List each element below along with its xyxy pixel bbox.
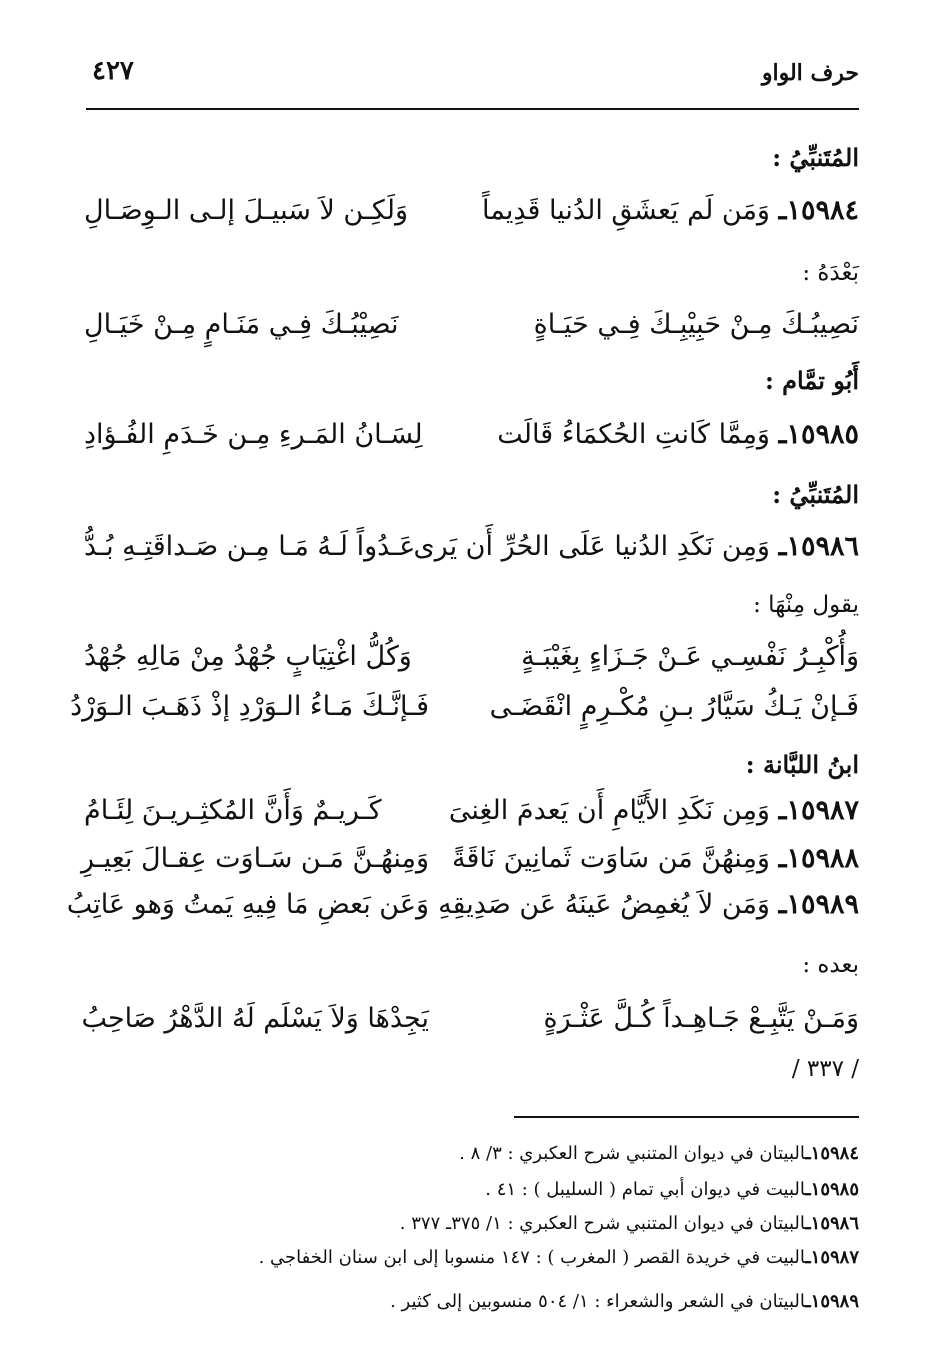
note-line: بعده : (802, 952, 859, 978)
verse-number: ١٥٩٨٤ـ (778, 195, 859, 226)
verse-line (84, 300, 859, 350)
verse-first-hemistich: ١٥٩٨٨ـ وَمِنهُنَّ مَن سَاوَت ثَمانِينَ نَاقَةً (451, 843, 859, 874)
verse-line (84, 522, 859, 572)
source-reference: / ٣٣٧ / (791, 1056, 859, 1082)
verse-line (66, 880, 859, 930)
verse-number: ١٥٩٨٨ـ (778, 843, 859, 874)
poet-heading: المُتَنبِّيُ : (772, 143, 859, 172)
verse-first-hemistich: وَأُكْبِـرُ نَفْسِـي عَـنْ جَـزَاءٍ بِغَيْبَـةٍ (521, 641, 859, 672)
verse-number: ١٥٩٨٧ـ (778, 795, 859, 826)
verse-second-hemistich: عَـدُواً لَـهُ مَـا مِـن صَـداقَتِـهِ بُـدُّ (84, 531, 416, 562)
verse-second-hemistich: لِسَـانُ المَـرءِ مِـن خَـدَمِ الفُـؤادِ (84, 419, 423, 450)
verse-second-hemistich: وَعَن بَعضِ مَا فِيهِ يَمتُ وَهو عَاتِبُ (66, 889, 429, 920)
verse-second-hemistich: نَصِيْبُـكَ فِـي مَنَـامٍ مِـنْ خَيَـالِ (84, 309, 399, 340)
verse-second-hemistich: وَكُلُّ اغْتِيَابٍ جُهْدُ مِنْ مَالِهِ جُهْدُ (84, 641, 412, 672)
verse-first-hemistich: وَمَـنْ يَتَّبِـعْ جَـاهِـداً كُـلَّ عَثْـرَةٍ (543, 1003, 859, 1034)
verse-first-hemistich: فَـإنْ يَـكُ سَيَّارُ بـنِ مُكْـرِمٍ انْقَضَـى (489, 691, 859, 722)
poet-heading: المُتَنبِّيُ : (772, 480, 859, 509)
verse-first-hemistich: ١٥٩٨٩ـ وَمَن لاَ يُغمِضُ عَينَهُ عَن صَدِيقِهِ (438, 889, 859, 920)
verse-first-hemistich: نَصِيبُـكَ مِـنْ حَبِيْبِـكَ فِـي حَيَـاةٍ (533, 309, 859, 340)
verse-line (84, 186, 859, 236)
verse-number: ١٥٩٨٩ـ (778, 889, 859, 920)
page-number: ٤٢٧ (92, 56, 134, 86)
verse-line (84, 786, 859, 836)
verse-first-hemistich: ١٥٩٨٥ـ وَمِمَّا كَانتِ الحُكمَاءُ قَالَت (497, 419, 859, 450)
verse-number: ١٥٩٨٥ـ (778, 419, 859, 450)
note-line: بَعْدَهُ : (802, 260, 859, 286)
verse-second-hemistich: كَـريـمٌ وَأَنَّ المُكثِـريـنَ لِئَـامُ (84, 795, 382, 826)
verse-first-hemistich: ١٥٩٨٧ـ وَمِن نَكَدِ الأَيَّامِ أَن يَعدمَ الغِنىَ (448, 795, 859, 826)
verse-line (70, 682, 859, 732)
poet-heading: ابنُ اللبَّانة : (745, 750, 859, 779)
header-divider (86, 108, 859, 110)
verse-first-hemistich: ١٥٩٨٦ـ وَمِن نَكَدِ الدُنيا عَلَى الحُرِّ أَن يَرى (413, 531, 859, 562)
verse-line (84, 632, 859, 682)
footnote: ١٥٩٨٥ـالبيت في ديوان أبي تمام ( السليبل ) : ٤١ . (485, 1179, 859, 1200)
verse-line (84, 410, 859, 460)
verse-number: ١٥٩٨٦ـ (778, 531, 859, 562)
verse-line (80, 834, 859, 884)
verse-second-hemistich: وَمِنهُـنَّ مَـن سَـاوَت عِقـالَ بَعِيـرِ (80, 843, 429, 874)
footnote: ١٥٩٨٧ـالبيت في خريدة القصر ( المغرب ) : ١٤٧ منسوبا إلى ابن سنان الخفاجي . (258, 1247, 859, 1268)
chapter-title: حرف الواو (761, 60, 859, 86)
footnote: ١٥٩٨٦ـالبيتان في ديوان المتنبي شرح العكبري : ١/ ٣٧٥ـ ٣٧٧ . (399, 1213, 859, 1234)
note-line: يقول مِنْهَا : (753, 592, 859, 618)
footnote: ١٥٩٨٤ـالبيتان في ديوان المتنبي شرح العكبري : ٣/ ٨ . (459, 1143, 859, 1164)
footnote: ١٥٩٨٩ـالبيتان في الشعر والشعراء : ١/ ٥٠٤ منسوبين إلى كثير . (390, 1291, 859, 1312)
verse-line (81, 994, 859, 1044)
verse-second-hemistich: يَجِدْهَا وَلاَ يَسْلَم لَهُ الدَّهْرُ صَاحِبُ (81, 1003, 429, 1034)
verse-first-hemistich: ١٥٩٨٤ـ وَمَن لَم يَعشَقِ الدُنيا قَدِيماً (482, 195, 859, 226)
poet-heading: أَبُو تمَّام : (764, 366, 859, 395)
footnote-divider (514, 1116, 859, 1118)
verse-second-hemistich: وَلَكِـن لاَ سَبيـلَ إلـى الـوِصَـالِ (84, 195, 409, 226)
verse-second-hemistich: فَـإنَّـكَ مَـاءُ الـوَرْدِ إذْ ذَهَـبَ الـوَرْدُ (70, 691, 429, 722)
